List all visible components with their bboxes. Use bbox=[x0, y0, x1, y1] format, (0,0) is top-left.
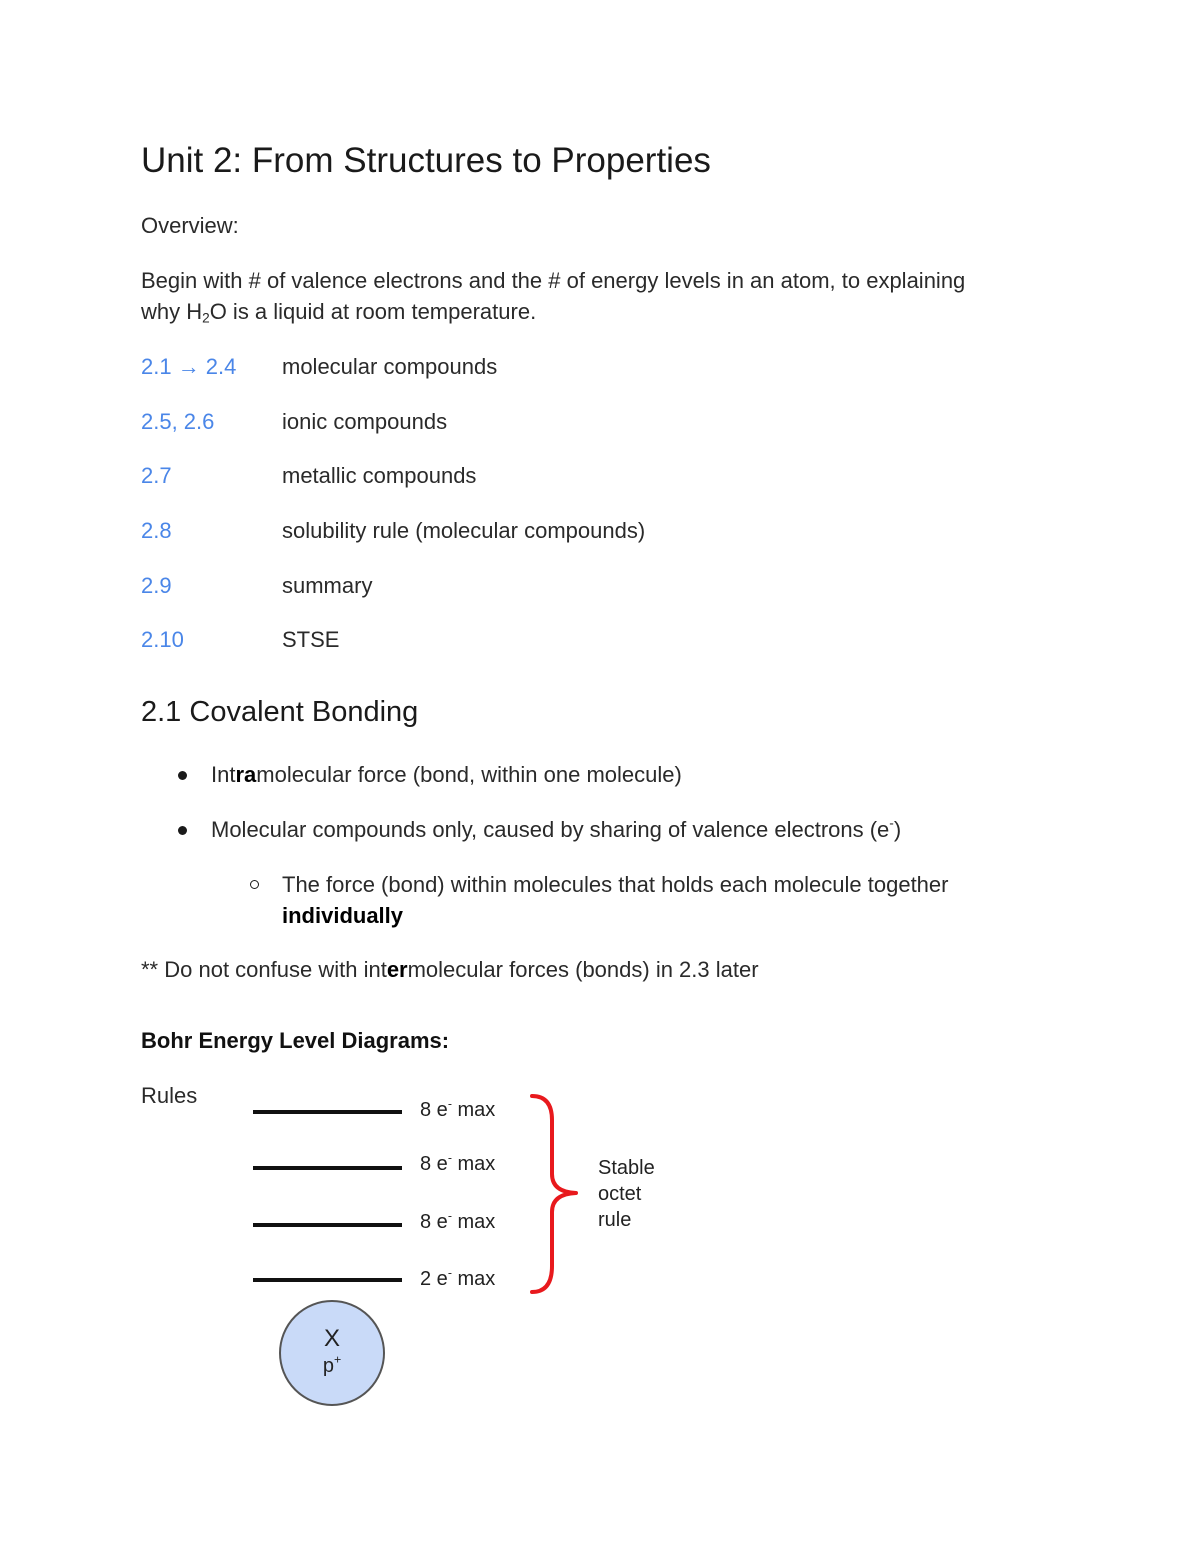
capacity-count: 2 e bbox=[420, 1268, 448, 1290]
proton-charge-sup: + bbox=[333, 1352, 342, 1367]
capacity-suffix: max bbox=[451, 1099, 496, 1121]
bullet1-end: molecular force (bond, within one molecule) bbox=[256, 762, 682, 787]
note-start: ** Do not confuse with int bbox=[141, 957, 387, 982]
note-bold: er bbox=[386, 957, 408, 982]
intro-line-2-start: why H bbox=[141, 299, 203, 324]
toc-topic: metallic compounds bbox=[282, 463, 477, 488]
rules-label: Rules bbox=[141, 1083, 198, 1108]
level-capacity-label bbox=[420, 1098, 495, 1122]
energy-level-line-2 bbox=[253, 1223, 402, 1227]
toc-link-2-8[interactable]: 2.8 bbox=[141, 518, 172, 543]
overview-label: Overview: bbox=[141, 213, 239, 238]
intro-line-2-end: O is a liquid at room temperature. bbox=[209, 299, 537, 324]
toc-topic: summary bbox=[282, 573, 373, 598]
capacity-count: 8 e bbox=[420, 1211, 448, 1233]
note-end: molecular forces (bonds) in 2.3 later bbox=[407, 957, 759, 982]
bullet1-bold: ra bbox=[235, 762, 257, 787]
toc-topic: ionic compounds bbox=[282, 409, 448, 434]
sub-bullet-line-2: individually bbox=[282, 903, 404, 928]
nucleus-symbol: X bbox=[323, 1325, 340, 1352]
toc-link-2-5[interactable]: 2.5, 2.6 bbox=[141, 409, 215, 434]
page-title: Unit 2: From Structures to Properties bbox=[141, 141, 711, 180]
sub-bullet-force bbox=[282, 869, 948, 931]
bullet-icon bbox=[178, 771, 187, 780]
bullet2-end: ) bbox=[893, 817, 902, 842]
capacity-suffix: max bbox=[451, 1268, 496, 1290]
capacity-suffix: max bbox=[451, 1153, 496, 1175]
capacity-sup: - bbox=[447, 1150, 452, 1165]
capacity-sup: - bbox=[447, 1096, 452, 1111]
toc-topic: molecular compounds bbox=[282, 354, 498, 379]
bullet-intramolecular bbox=[211, 759, 682, 790]
sub-bullet-icon bbox=[250, 880, 259, 889]
toc-link-2-7[interactable]: 2.7 bbox=[141, 463, 172, 488]
h2o-subscript: 2 bbox=[202, 310, 210, 326]
energy-level-line-1 bbox=[253, 1278, 402, 1282]
nucleus-circle bbox=[279, 1300, 385, 1406]
bohr-heading: Bohr Energy Level Diagrams: bbox=[141, 1028, 450, 1053]
note-intermolecular bbox=[141, 954, 759, 985]
capacity-suffix: max bbox=[451, 1211, 496, 1233]
toc-topic: STSE bbox=[282, 627, 340, 652]
bullet2-start: Molecular compounds only, caused by sharing of valence electrons (e bbox=[211, 817, 890, 842]
bullet-icon bbox=[178, 826, 187, 835]
curly-brace-icon bbox=[526, 1090, 586, 1300]
intro-line-1: Begin with # of valence electrons and the # of energy levels in an atom, to explaining bbox=[141, 268, 966, 293]
bullet-molecular-compounds bbox=[211, 814, 901, 845]
proton-symbol: p bbox=[322, 1355, 334, 1377]
toc-link-2-9[interactable]: 2.9 bbox=[141, 573, 172, 598]
capacity-sup: - bbox=[447, 1265, 452, 1280]
capacity-count: 8 e bbox=[420, 1099, 448, 1121]
toc-link-2-1[interactable]: 2.1 → 2.4 bbox=[141, 354, 237, 379]
energy-level-line-4 bbox=[253, 1110, 402, 1114]
capacity-count: 8 e bbox=[420, 1153, 448, 1175]
electron-superscript: - bbox=[889, 815, 894, 831]
energy-level-line-3 bbox=[253, 1166, 402, 1170]
level-capacity-label bbox=[420, 1267, 495, 1291]
level-capacity-label bbox=[420, 1210, 495, 1234]
toc-topic: solubility rule (molecular compounds) bbox=[282, 518, 646, 543]
section-heading-covalent: 2.1 Covalent Bonding bbox=[141, 696, 419, 728]
nucleus-charge bbox=[281, 1354, 383, 1378]
capacity-sup: - bbox=[447, 1208, 452, 1223]
toc-link-2-10[interactable]: 2.10 bbox=[141, 627, 184, 652]
level-capacity-label bbox=[420, 1152, 495, 1176]
bullet1-start: Int bbox=[211, 762, 236, 787]
sub-bullet-line-1: The force (bond) within molecules that holds each molecule together bbox=[282, 872, 949, 897]
overview-intro bbox=[141, 265, 965, 327]
intro-line-2 bbox=[141, 296, 965, 327]
stable-octet-label: Stable octet rule bbox=[598, 1157, 655, 1231]
